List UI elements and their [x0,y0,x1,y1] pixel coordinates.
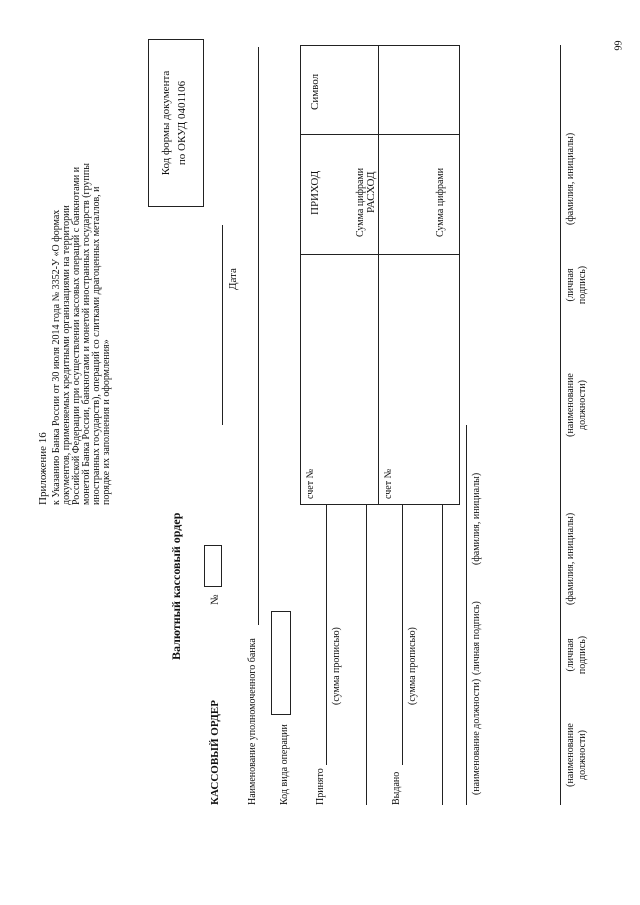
issued-amount-line [402,505,403,765]
position-label: (наименование должности) [471,678,482,795]
income-header: ПРИХОД [309,170,321,215]
name-initials-label: (фамилия, инициалы) [565,132,576,225]
received-account-label: счет № [305,468,316,499]
decree-text [52,45,112,505]
table-row-divider [378,45,379,505]
form-code-line2: по ОКУД 0401106 [176,80,188,166]
signature-short-2: подпись) [577,635,588,675]
table-col-divider-2 [300,134,460,135]
date-line [222,225,223,425]
position-short-1: (наименование [565,723,576,787]
operation-code-label: Код вида операции [279,724,290,805]
amounts-table [300,45,460,505]
form-code-line1: Код формы документа [160,70,172,176]
decree-line: документов, применяемых кредитными организациями на территории [61,205,72,505]
number-sign: № [209,594,221,605]
expense-amount-digits: Сумма цифрами [435,167,446,237]
received-amount-line-2 [366,505,367,805]
bank-name-label: Наименование уполномоченного банка [247,638,258,805]
name-initials-label: (фамилия, инициалы) [471,472,482,565]
date-label: Дата [227,268,239,290]
signature-short-1: (личная [565,638,576,672]
order-number-field[interactable] [204,545,222,587]
expense-header: РАСХОД [365,171,377,213]
name-initials-label: (фамилия, инициалы) [565,512,576,605]
order-label: КАССОВЫЙ ОРДЕР [209,700,221,805]
received-label: Принято [315,768,326,805]
symbol-header: Символ [309,73,321,110]
signature-short-1: (личная [565,268,576,302]
received-amount-words: (сумма прописью) [331,627,342,705]
position-short-2: должности) [577,380,588,430]
issued-account-label: счет № [383,468,394,499]
page-number: 66 [611,40,623,51]
decree-line: иностранных государств), операций со слитками драгоценных металлов, и [91,186,102,505]
bank-name-line [258,47,259,625]
issued-label: Выдано [391,771,402,805]
decree-line: порядке их заполнения и оформления» [101,339,112,505]
personal-signature-label: (личная подпись) [471,601,482,675]
appendix-label: Приложение 16 [37,432,49,505]
income-amount-digits: Сумма цифрами [355,167,366,237]
signature-line-1 [466,425,467,805]
signature-short-2: подпись) [577,265,588,305]
form-title: Валютный кассовый ордер [169,512,183,660]
position-short-2: должности) [577,730,588,780]
form-code-box [148,39,204,207]
decree-line: монетой Банка России, банкнотами и монетой иностранных государств (группы [81,163,92,505]
issued-amount-line-2 [442,505,443,805]
issued-amount-words: (сумма прописью) [407,627,418,705]
signature-line-2 [560,45,561,805]
decree-line: Российской Федерации при осуществлении кассовых операций с банкнотами и [71,166,82,505]
table-col-divider-1 [300,254,460,255]
received-amount-line [326,505,327,765]
decree-line: к Указанию Банка России от 30 июля 2014 года № 3352-У «О формах [51,209,62,505]
position-short-1: (наименование [565,373,576,437]
operation-code-field[interactable] [271,611,291,715]
